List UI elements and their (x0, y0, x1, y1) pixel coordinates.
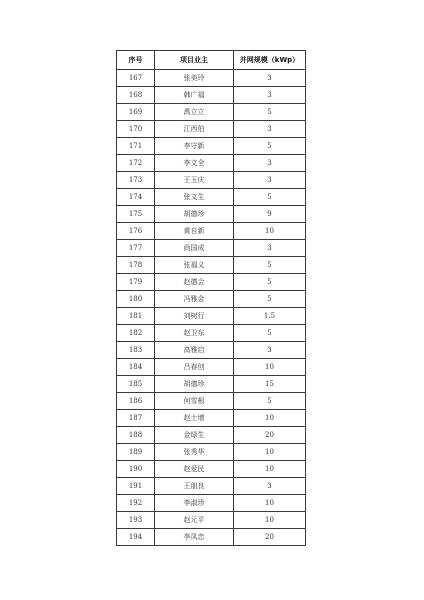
serial-number-cell: 168 (117, 87, 155, 104)
project-owner-cell: 胡德珍 (155, 206, 234, 223)
serial-number-cell: 185 (117, 376, 155, 393)
grid-capacity-cell: 5 (234, 257, 306, 274)
serial-number-cell: 178 (117, 257, 155, 274)
project-owner-cell: 何雪根 (155, 393, 234, 410)
grid-capacity-cell: 9 (234, 206, 306, 223)
grid-capacity-cell: 5 (234, 274, 306, 291)
project-owner-cell: 张福义 (155, 257, 234, 274)
serial-number-cell: 191 (117, 478, 155, 495)
serial-number-cell: 177 (117, 240, 155, 257)
serial-number-cell: 182 (117, 325, 155, 342)
serial-number-cell: 180 (117, 291, 155, 308)
header-serial-number: 序号 (117, 51, 155, 70)
project-owner-cell: 赵德会 (155, 274, 234, 291)
grid-capacity-cell: 3 (234, 240, 306, 257)
table-row (117, 478, 306, 495)
table-row (117, 189, 306, 206)
table-header-row (117, 51, 306, 70)
table-row (117, 342, 306, 359)
serial-number-cell: 183 (117, 342, 155, 359)
project-owner-cell: 李文全 (155, 155, 234, 172)
project-owner-cell: 张美玲 (155, 70, 234, 87)
project-owner-cell: 赵卫东 (155, 325, 234, 342)
serial-number-cell: 179 (117, 274, 155, 291)
table-row (117, 155, 306, 172)
serial-number-cell: 171 (117, 138, 155, 155)
grid-capacity-cell: 3 (234, 172, 306, 189)
serial-number-cell: 173 (117, 172, 155, 189)
grid-capacity-cell: 3 (234, 87, 306, 104)
table-row (117, 325, 306, 342)
project-owner-cell: 李凤忠 (155, 529, 234, 546)
serial-number-cell: 169 (117, 104, 155, 121)
grid-capacity-cell: 3 (234, 70, 306, 87)
serial-number-cell: 190 (117, 461, 155, 478)
project-owner-cell: 赵爱民 (155, 461, 234, 478)
grid-capacity-cell: 20 (234, 427, 306, 444)
project-owner-cell: 禹立立 (155, 104, 234, 121)
header-project-owner: 项目业主 (155, 51, 234, 70)
project-owner-cell: 黄自新 (155, 223, 234, 240)
table-row (117, 444, 306, 461)
grid-capacity-cell: 10 (234, 512, 306, 529)
table-row (117, 138, 306, 155)
project-owner-cell: 冯雅金 (155, 291, 234, 308)
project-owner-cell: 赵元平 (155, 512, 234, 529)
project-owner-cell: 金绿生 (155, 427, 234, 444)
serial-number-cell: 192 (117, 495, 155, 512)
table-row (117, 223, 306, 240)
grid-capacity-cell: 5 (234, 325, 306, 342)
grid-capacity-cell: 20 (234, 529, 306, 546)
serial-number-cell: 194 (117, 529, 155, 546)
serial-number-cell: 188 (117, 427, 155, 444)
grid-capacity-cell: 10 (234, 461, 306, 478)
grid-capacity-cell: 5 (234, 393, 306, 410)
grid-capacity-cell: 3 (234, 478, 306, 495)
grid-capacity-cell: 5 (234, 291, 306, 308)
table-row (117, 240, 306, 257)
serial-number-cell: 174 (117, 189, 155, 206)
table-row (117, 461, 306, 478)
project-owner-cell: 张文生 (155, 189, 234, 206)
grid-capacity-cell: 10 (234, 495, 306, 512)
table-row (117, 291, 306, 308)
grid-capacity-cell: 10 (234, 444, 306, 461)
grid-capacity-cell: 5 (234, 138, 306, 155)
serial-number-cell: 186 (117, 393, 155, 410)
table-row (117, 376, 306, 393)
project-owner-cell: 韩广福 (155, 87, 234, 104)
grid-capacity-cell: 10 (234, 359, 306, 376)
grid-capacity-cell: 3 (234, 121, 306, 138)
serial-number-cell: 175 (117, 206, 155, 223)
grid-capacity-cell: 15 (234, 376, 306, 393)
table-row (117, 257, 306, 274)
table-row (117, 308, 306, 325)
project-owner-cell: 王朋良 (155, 478, 234, 495)
grid-capacity-cell: 10 (234, 410, 306, 427)
table-row (117, 410, 306, 427)
project-owner-cell: 江西伯 (155, 121, 234, 138)
table-row (117, 172, 306, 189)
serial-number-cell: 189 (117, 444, 155, 461)
project-owner-cell: 吕春创 (155, 359, 234, 376)
table-row (117, 359, 306, 376)
table-row (117, 121, 306, 138)
table-row (117, 104, 306, 121)
serial-number-cell: 193 (117, 512, 155, 529)
table-row (117, 274, 306, 291)
grid-capacity-cell: 5 (234, 189, 306, 206)
serial-number-cell: 184 (117, 359, 155, 376)
project-owner-cell: 李淑珍 (155, 495, 234, 512)
serial-number-cell: 170 (117, 121, 155, 138)
table-row (117, 70, 306, 87)
header-grid-capacity: 并网规模（kWp） (234, 51, 306, 70)
table-row (117, 206, 306, 223)
grid-capacity-cell: 3 (234, 155, 306, 172)
project-owner-cell: 高雅启 (155, 342, 234, 359)
serial-number-cell: 181 (117, 308, 155, 325)
table-row (117, 495, 306, 512)
project-owner-cell: 胡德珍 (155, 376, 234, 393)
grid-capacity-cell: 3 (234, 342, 306, 359)
serial-number-cell: 167 (117, 70, 155, 87)
table-body (117, 70, 306, 546)
table-row (117, 427, 306, 444)
table-row (117, 529, 306, 546)
project-owner-cell: 刘树行 (155, 308, 234, 325)
serial-number-cell: 172 (117, 155, 155, 172)
grid-capacity-cell: 1.5 (234, 308, 306, 325)
grid-connection-table (116, 50, 306, 546)
project-owner-cell: 赵士增 (155, 410, 234, 427)
grid-capacity-cell: 10 (234, 223, 306, 240)
serial-number-cell: 187 (117, 410, 155, 427)
table-row (117, 87, 306, 104)
grid-capacity-cell: 5 (234, 104, 306, 121)
project-owner-cell: 王玉庆 (155, 172, 234, 189)
table-row (117, 393, 306, 410)
project-owner-cell: 尚国成 (155, 240, 234, 257)
table-row (117, 512, 306, 529)
project-owner-cell: 张秀华 (155, 444, 234, 461)
serial-number-cell: 176 (117, 223, 155, 240)
project-owner-cell: 李守新 (155, 138, 234, 155)
